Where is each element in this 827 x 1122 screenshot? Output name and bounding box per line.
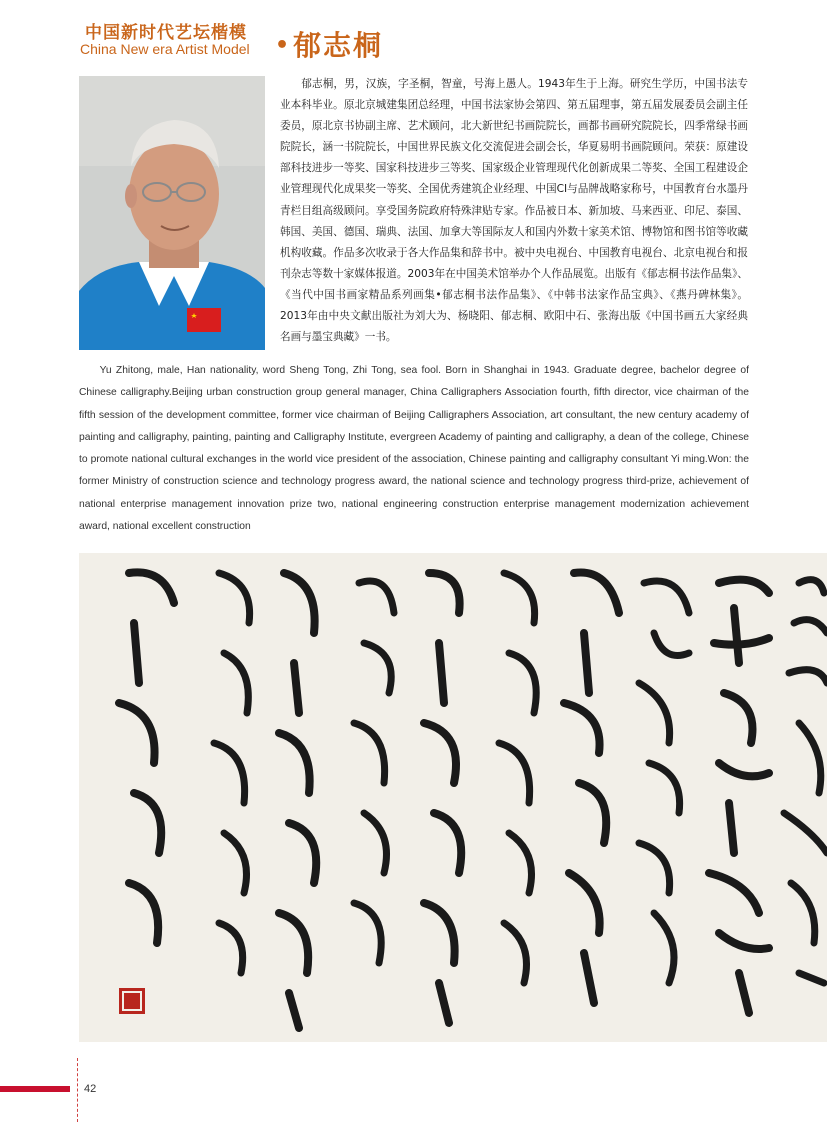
footer-red-bar (0, 1086, 70, 1092)
page-number: 42 (84, 1083, 97, 1095)
title-separator: • (275, 33, 290, 58)
portrait-photo-icon (79, 76, 265, 350)
series-title-en: China New era Artist Model (80, 41, 250, 57)
footer-divider (77, 1058, 78, 1122)
page-header (0, 0, 827, 66)
bio-english: Yu Zhitong, male, Han nationality, word Sheng Tong, Zhi Tong, sea fool. Born in Shanghai in 1943. Graduate degree, bachelor degree of Chinese calligraphy.Beijing urban construction group general manager, China Calligraphers Association fourth, fifth director, vice chairman of the fifth session of the development committee, former vice chairman of Beijing Calligraphers Association, art consultant, the new century academy of painting and calligraphy, painting, painting and Calligraphy Institute, evergreen Academy of painting and calligraphy, a dean of the college, Chinese to promote national cultural exchanges in the world vice president of the association, Chinese painting and calligraphy consultant Yi ming.Won: the former Ministry of construction science and technology progress award, the national science and technology progress third-prize, achievement of national enterprise management innovation prize two, national engineering construction enterprise management modernization achievement award, national excellent construction (79, 365, 749, 533)
series-title-cn: 中国新时代艺坛楷模 (85, 23, 247, 43)
bio-chinese: 郁志桐，男，汉族，字圣桐，智童，号海上愚人。1943年生于上海。研究生学历，中国书法专业本科毕业。原北京城建集团总经理，中国书法家协会第四、第五届理事，第五届发展委员会副主任委员，原北京书协副主席、艺术顾问，北大新世纪书画院院长，画都书画研究院院长，四季常绿书画院院长，涵一书院院长，中国世界民族文化交流促进会副会长，华夏易明书画院顾问。荣获：原建设部科技进步一等奖、国家科技进步三等奖、国家级企业管理现代化创新成果二等奖、全国工程建设企业管理现代化成果奖一等奖、全国优秀建筑企业经理、中国CI与品牌战略家称号，中国教育台水墨丹青栏目组高级顾问。享受国务院政府特殊津贴专家。作品被日本、新加坡、马来西亚、印尼、泰国、韩国、美国、德国、瑞典、法国、加拿大等国际友人和国内外数十家美术馆、博物馆和图书馆等收藏机构收藏。作品多次收录于各大作品集和辞书中。被中央电视台、中国教育电视台、北京电视台和报刊杂志等数十家媒体报道。2003年在中国美术馆举办个人作品展览。出版有《郁志桐书法作品集》、《当代中国书画家精品系列画集•郁志桐书法作品集》、《中韩书法家作品宝典》、《燕丹碑林集》。2013年由中央文献出版社为刘大为、杨晓阳、郁志桐、欧阳中石、张海出版《中国书画五大家经典名画与墨宝典藏》一书。 (280, 78, 748, 344)
artist-portrait-photo (79, 76, 265, 350)
calligraphy-icon (79, 553, 827, 1042)
artist-name: 郁志桐 (293, 29, 384, 62)
calligraphy-artwork (79, 553, 827, 1042)
